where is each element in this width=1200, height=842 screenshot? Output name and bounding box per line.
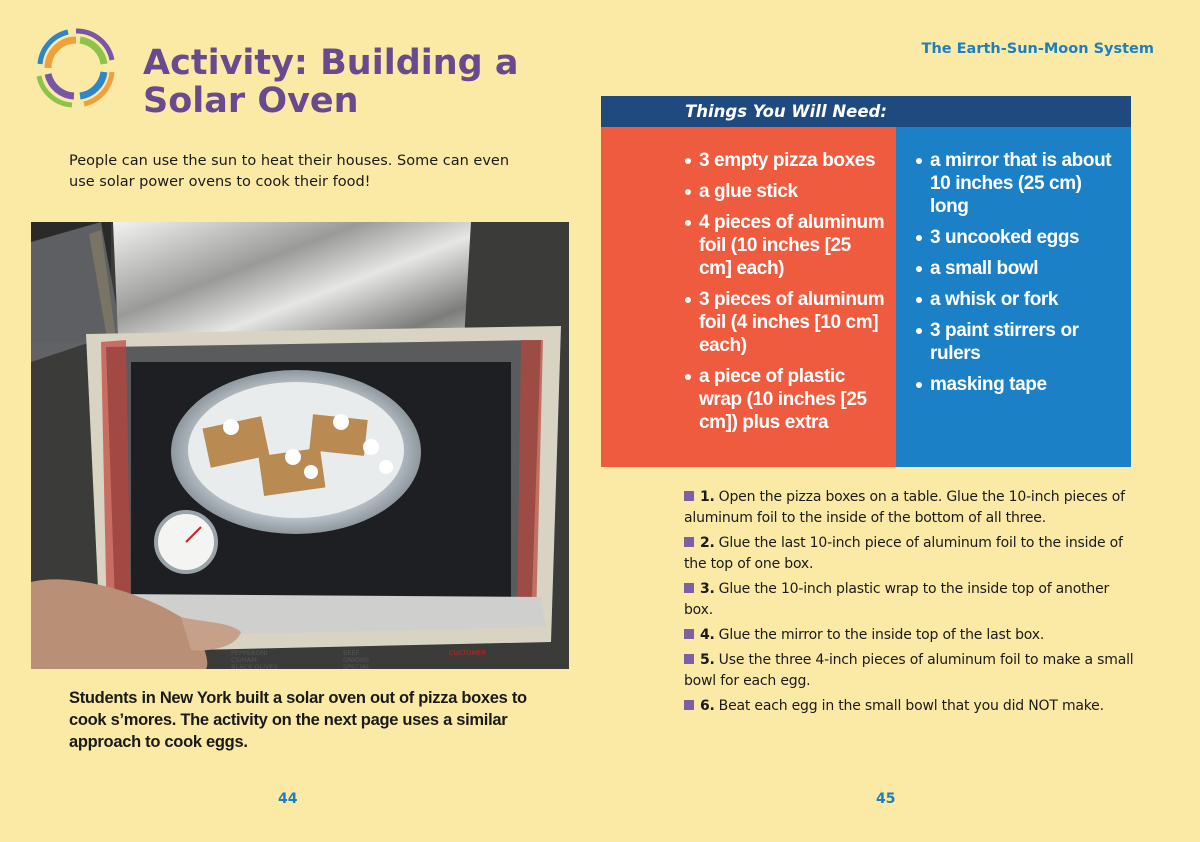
step-number: 6. [700,698,715,714]
step-text: Use the three 4-inch pieces of aluminum foil to make a small bowl for each egg. [684,652,1134,689]
activity-title-line-2: Solar Oven [143,81,359,121]
intro-paragraph: People can use the sun to heat their houses. Some can even use solar power ovens to cook their food! [69,153,510,190]
supply-item: a piece of plastic wrap (10 inches [25 cm]) plus extra [685,365,886,434]
supply-item: 3 uncooked eggs [916,226,1121,249]
page-number-right: 45 [876,791,896,807]
box-label-customer: CUSTOMER [449,649,486,657]
step-number: 2. [700,535,715,551]
step-text: Open the pizza boxes on a table. Glue the 10-inch pieces of aluminum foil to the inside of the bottom of all three. [684,489,1125,526]
step-item [684,625,1134,646]
supply-item: a small bowl [916,257,1121,280]
needs-right-column [896,127,1131,467]
step-bullet-icon [684,629,694,639]
needs-heading: Things You Will Need: [601,96,1131,127]
step-text: Glue the last 10-inch piece of aluminum foil to the inside of the top of one box. [684,535,1123,572]
activity-title-line-1: Activity: Building a [143,43,519,83]
box-label-special: SPECIAL [343,663,370,669]
page-number-left: 44 [278,791,298,807]
step-bullet-icon [684,700,694,710]
step-bullet-icon [684,654,694,664]
box-label-beef: BEEF [343,649,360,657]
photo-caption: Students in New York built a solar oven out of pizza boxes to cook s’mores. The activity on the next page uses a similar approach to cook eggs. [69,689,527,751]
section-header: The Earth-Sun-Moon System [921,41,1154,57]
step-text: Glue the mirror to the inside top of the last box. [718,627,1045,643]
supply-item: 3 pieces of aluminum foil (4 inches [10 cm] each) [685,288,886,357]
instruction-steps [684,487,1134,721]
needs-left-column [601,127,896,467]
supply-item: 3 empty pizza boxes [685,149,886,172]
supply-item: masking tape [916,373,1121,396]
step-text: Beat each egg in the small bowl that you did NOT make. [718,698,1104,714]
step-text: Glue the 10-inch plastic wrap to the inside top of another box. [684,581,1110,618]
step-bullet-icon [684,491,694,501]
step-number: 1. [700,489,715,505]
box-label-black-olives: BLACK OLIVES [231,663,278,669]
step-item [684,487,1134,529]
step-item [684,650,1134,692]
section-logo-icon [28,24,124,112]
step-item [684,533,1134,575]
step-number: 5. [700,652,715,668]
step-number: 3. [700,581,715,597]
box-label-cs-ham: CS/HAM [231,656,257,664]
step-item [684,696,1134,717]
step-number: 4. [700,627,715,643]
supply-item: a whisk or fork [916,288,1121,311]
things-you-will-need-box [601,96,1131,467]
solar-oven-photo [31,222,569,669]
step-bullet-icon [684,583,694,593]
supply-item: 4 pieces of aluminum foil (10 inches [25 cm] each) [685,211,886,280]
supply-item: 3 paint stirrers or rulers [916,319,1121,365]
box-label-onions: ONIONS [343,656,369,664]
box-label-pepperoni: PEPPERONI [231,649,268,657]
step-item [684,579,1134,621]
activity-title [143,44,519,120]
step-bullet-icon [684,537,694,547]
supply-item: a glue stick [685,180,886,203]
supply-item: a mirror that is about 10 inches (25 cm) long [916,149,1121,218]
